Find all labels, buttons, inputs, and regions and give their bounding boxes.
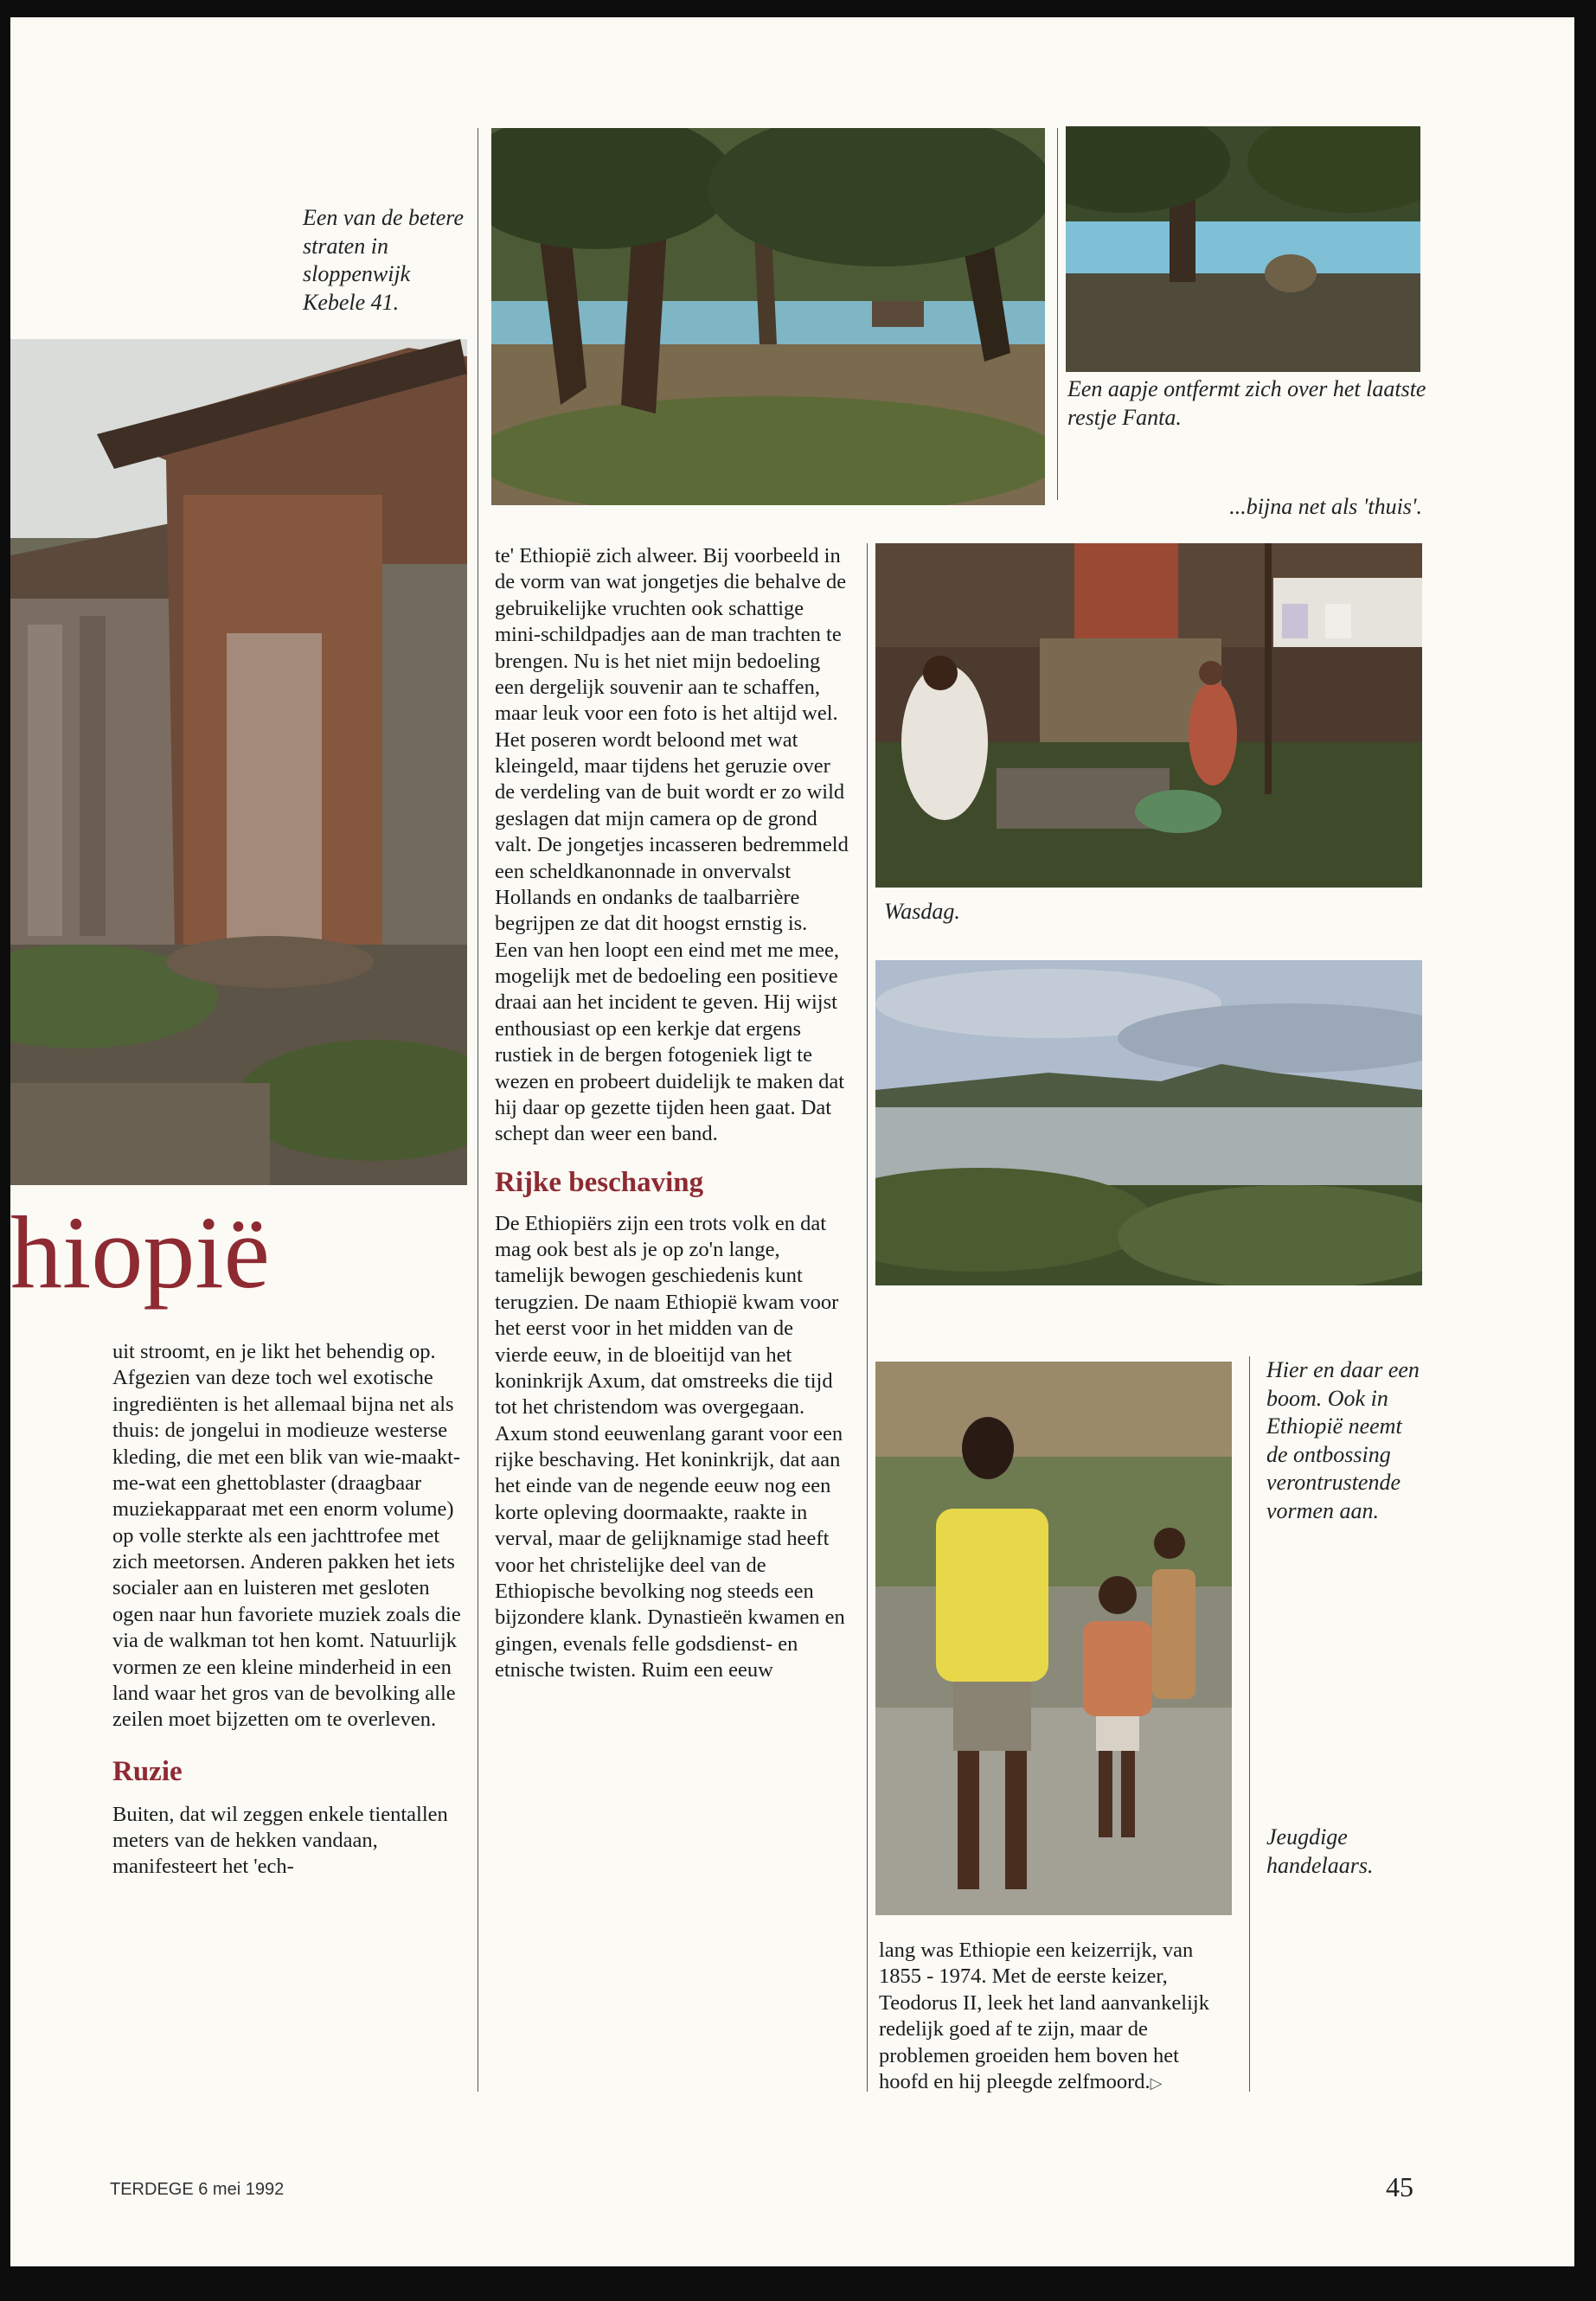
caption-trees: Hier en daar een boom. Ook in Ethiopië neemt de ontbossing verontrustende vormen aan. bbox=[1266, 1357, 1420, 1523]
magazine-page bbox=[10, 17, 1574, 2266]
photo-young-vendors bbox=[875, 1362, 1232, 1915]
col2-paragraph-1: te' Ethiopië zich alweer. Bij voorbeeld in de vorm van wat jongetjes die behalve de gebruikelijke vruchten ook schattige mini-schildpadjes aan de man trachten te brengen. Nu is het niet mijn bedoeling een dergelijk souvenir aan te schaffen, maar leuk voor een foto is het altijd wel. Het poseren wordt beloond met wat kleingeld, maar tijdens het geruzie over de verdeling van de buit wordt er zo wild geslagen dat mijn camera op de grond valt. De jongetjes incasseren bedremmeld een scheldkanonnade in onvervalst Hollands en ondanks de taalbarrière begrijpen ze dat dit hoogst ernstig is. bbox=[495, 544, 849, 936]
col3-paragraph-1: lang was Ethiopie een keizerrijk, van 1855 - 1974. Met de eerste keizer, Teodorus II, leek het land aanvankelijk redelijk goed af te zijn, maar de problemen groeiden hem boven het hoofd en hij pleegde zelfmoord.▷ bbox=[879, 1939, 1209, 2093]
col2-paragraph-2: Een van hen loopt een eind met me mee, mogelijk met de bedoeling een positieve draai aan het incident te geven. Hij wijst enthousiast op een kerkje dat ergens rustiek in de bergen fotogeniek ligt te wezen en probeert duidelijk te maken dat hij daar op gezette tijden heen gaat. Dat schept dan weer een band. bbox=[495, 938, 845, 1146]
col1-paragraph-2: Afgezien van deze toch wel exotische ingrediënten is het allemaal bijna net als thuis: de jongelui in modieuze westerse kleding, die met een blik van wie-maakt-me-wat een ghettoblaster (draagbaar muziekapparaat met een enorm volume) op volle sterkte als een jachttrofee met zich meetorsen. Anderen pakken het iets socialer aan en luisteren met gesloten ogen naar hun favoriete muziek zoals die via de walkman tot hen komt. Natuurlijk vormen ze een kleine minderheid in een land waar het gros van de bevolking alle zeilen moet bijzetten om te overleven. bbox=[112, 1366, 461, 1732]
col2-paragraph-3: De Ethiopiërs zijn een trots volk en dat mag ook best als je op zo'n lange, tamelijk bewogen geschiedenis kunt terugzien. De naam Ethiopië kwam voor het eerst voor in het midden van de vierde eeuw, in de bloeitijd van het koninkrijk Axum, dat omstreeks die tijd tot het christendom was overgegaan. Axum stond eeuwenlang garant voor een rijke beschaving. Het koninkrijk, dat aan het einde van de negende eeuw nog een korte opleving doormaakte, raakte in verval, maar de gelijknamige stad heeft voor het christelijke deel van de Ethiopische bevolking nog steeds een bijzondere klank. Dynastieën kwamen en gingen, evenals felle godsdienst- en etnische twisten. Ruim een eeuw bbox=[495, 1211, 845, 1682]
end-mark-icon: ▷ bbox=[1150, 2073, 1163, 2092]
col1-heading-ruzie: Ruzie bbox=[112, 1755, 183, 1787]
column-1 bbox=[112, 1339, 469, 1881]
page-number: 45 bbox=[1386, 2171, 1413, 2202]
photo-pool-trees bbox=[491, 128, 1045, 505]
footer-publication: TERDEGE 6 mei 1992 bbox=[110, 2180, 285, 2199]
col2-heading-rijke-beschaving: Rijke beschaving bbox=[495, 1166, 704, 1198]
photo-slum-street bbox=[10, 339, 467, 1185]
caption-home: ...bijna net als 'thuis'. bbox=[1229, 494, 1422, 519]
column-3 bbox=[879, 1938, 1234, 2095]
col1-paragraph-1: uit stroomt, en je likt het behendig op. bbox=[112, 1340, 436, 1363]
photo-monkey-pool bbox=[1066, 126, 1420, 372]
col1-paragraph-3: Buiten, dat wil zeggen enkele tientallen meters van de hekken vandaan, manifesteert het 'ech- bbox=[112, 1802, 448, 1879]
caption-street: Een van de betere straten in sloppenwijk Kebele 41. bbox=[303, 205, 464, 315]
caption-monkey: Een aapje ontfermt zich over het laatste restje Fanta. bbox=[1067, 376, 1426, 430]
column-rule-3 bbox=[1249, 1356, 1250, 2092]
column-2 bbox=[495, 543, 849, 1683]
photo-laundry-day bbox=[875, 543, 1422, 888]
column-rule-2 bbox=[867, 543, 868, 2092]
column-rule-top bbox=[1057, 128, 1058, 500]
photo-lake bbox=[875, 960, 1422, 1285]
caption-kids: Jeugdige handelaars. bbox=[1266, 1824, 1374, 1878]
caption-laundry: Wasdag. bbox=[884, 899, 960, 924]
article-title-fragment: hiopië bbox=[10, 1195, 270, 1310]
